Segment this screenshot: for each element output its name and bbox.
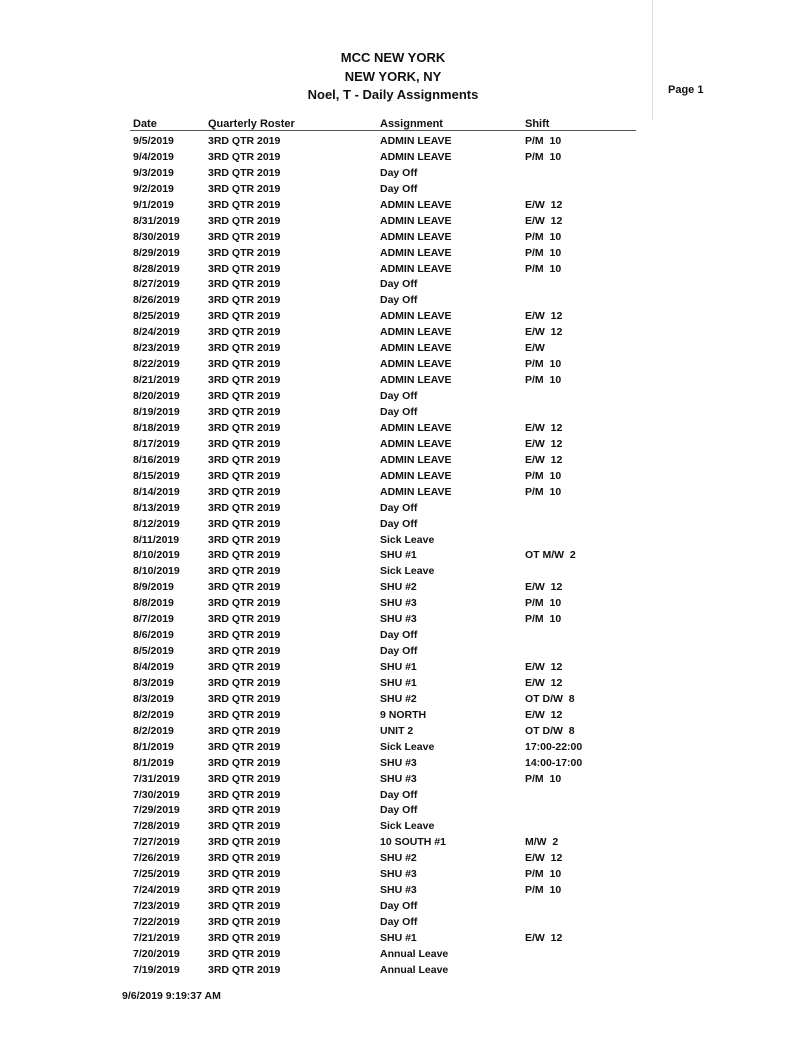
assignment-cell: ADMIN LEAVE bbox=[380, 135, 452, 147]
assignment-cell: 10 SOUTH #1 bbox=[380, 836, 446, 849]
assignment-cell: ADMIN LEAVE bbox=[380, 214, 452, 227]
table-row bbox=[0, 502, 700, 518]
date-cell: 8/16/2019 bbox=[133, 453, 180, 466]
roster-cell: 3RD QTR 2019 bbox=[208, 852, 281, 865]
shift-cell: 14:00-17:00 bbox=[525, 756, 583, 769]
date-cell: 8/28/2019 bbox=[133, 262, 180, 275]
date-cell: 8/7/2019 bbox=[133, 613, 174, 626]
date-cell: 8/25/2019 bbox=[133, 310, 180, 323]
table-row bbox=[0, 549, 700, 565]
date-cell: 8/26/2019 bbox=[133, 294, 180, 307]
shift-cell: P/M 10 bbox=[525, 358, 562, 371]
assignment-cell: Annual Leave bbox=[380, 947, 449, 960]
table-row bbox=[0, 836, 700, 852]
roster-cell: 3RD QTR 2019 bbox=[208, 963, 281, 976]
roster-cell: 3RD QTR 2019 bbox=[208, 278, 281, 291]
roster-cell: 3RD QTR 2019 bbox=[208, 469, 281, 482]
assignment-cell: Sick Leave bbox=[380, 820, 435, 833]
roster-cell: 3RD QTR 2019 bbox=[208, 868, 281, 881]
roster-cell: 3RD QTR 2019 bbox=[208, 804, 281, 817]
roster-cell: 3RD QTR 2019 bbox=[208, 517, 281, 530]
date-cell: 8/24/2019 bbox=[133, 326, 180, 339]
shift-cell: E/W 12 bbox=[525, 310, 563, 323]
page-number: Page 1 bbox=[668, 84, 704, 96]
assignment-cell: UNIT 2 bbox=[380, 724, 414, 737]
assignment-cell: ADMIN LEAVE bbox=[380, 150, 452, 163]
table-row bbox=[0, 422, 700, 438]
date-cell: 9/2/2019 bbox=[133, 182, 174, 195]
assignment-cell: ADMIN LEAVE bbox=[380, 198, 452, 211]
assignment-cell: Day Off bbox=[380, 166, 418, 179]
date-cell: 8/27/2019 bbox=[133, 278, 180, 291]
assignment-cell: SHU #3 bbox=[380, 756, 417, 769]
date-cell: 7/30/2019 bbox=[133, 788, 180, 801]
roster-cell: 3RD QTR 2019 bbox=[208, 900, 281, 913]
date-cell: 8/13/2019 bbox=[133, 501, 180, 514]
roster-cell: 3RD QTR 2019 bbox=[208, 692, 281, 705]
assignment-cell: Day Off bbox=[380, 788, 418, 801]
assignment-cell: ADMIN LEAVE bbox=[380, 485, 452, 498]
roster-cell: 3RD QTR 2019 bbox=[208, 533, 281, 546]
table-row bbox=[0, 454, 700, 470]
date-cell: 8/9/2019 bbox=[133, 581, 174, 594]
roster-cell: 3RD QTR 2019 bbox=[208, 198, 281, 211]
roster-cell: 3RD QTR 2019 bbox=[208, 135, 281, 147]
date-cell: 8/15/2019 bbox=[133, 469, 180, 482]
table-row bbox=[0, 741, 700, 757]
assignment-cell: Day Off bbox=[380, 501, 418, 514]
assignment-cell: SHU #2 bbox=[380, 692, 417, 705]
shift-cell: P/M 10 bbox=[525, 374, 562, 387]
assignment-cell: SHU #3 bbox=[380, 613, 417, 626]
table-row bbox=[0, 661, 700, 677]
table-row bbox=[0, 263, 700, 279]
roster-cell: 3RD QTR 2019 bbox=[208, 772, 281, 785]
shift-cell: P/M 10 bbox=[525, 485, 562, 498]
shift-cell: E/W 12 bbox=[525, 437, 563, 450]
roster-cell: 3RD QTR 2019 bbox=[208, 230, 281, 243]
shift-cell: P/M 10 bbox=[525, 262, 562, 275]
shift-cell: OT M/W 2 bbox=[525, 549, 576, 562]
assignment-cell: SHU #1 bbox=[380, 549, 417, 562]
shift-cell: 17:00-22:00 bbox=[525, 740, 583, 753]
table-row bbox=[0, 215, 700, 231]
table-row bbox=[0, 294, 700, 310]
roster-cell: 3RD QTR 2019 bbox=[208, 613, 281, 626]
date-cell: 8/19/2019 bbox=[133, 405, 180, 418]
table-row bbox=[0, 183, 700, 199]
roster-cell: 3RD QTR 2019 bbox=[208, 358, 281, 371]
assignment-cell: Day Off bbox=[380, 390, 418, 403]
shift-cell: P/M 10 bbox=[525, 469, 562, 482]
table-row bbox=[0, 852, 700, 868]
roster-cell: 3RD QTR 2019 bbox=[208, 947, 281, 960]
date-cell: 8/2/2019 bbox=[133, 724, 174, 737]
roster-cell: 3RD QTR 2019 bbox=[208, 342, 281, 355]
assignment-cell: SHU #1 bbox=[380, 661, 417, 674]
date-cell: 7/19/2019 bbox=[133, 963, 180, 976]
date-cell: 8/14/2019 bbox=[133, 485, 180, 498]
table-row bbox=[0, 677, 700, 693]
roster-cell: 3RD QTR 2019 bbox=[208, 884, 281, 897]
assignment-cell: Day Off bbox=[380, 517, 418, 530]
date-cell: 8/10/2019 bbox=[133, 565, 180, 578]
roster-cell: 3RD QTR 2019 bbox=[208, 740, 281, 753]
shift-cell: E/W 12 bbox=[525, 932, 563, 944]
table-row bbox=[0, 948, 700, 964]
table-row bbox=[0, 438, 700, 454]
table-row bbox=[0, 199, 700, 215]
table-row bbox=[0, 342, 700, 358]
roster-cell: 3RD QTR 2019 bbox=[208, 932, 281, 944]
date-cell: 7/24/2019 bbox=[133, 884, 180, 897]
assignment-cell: SHU #2 bbox=[380, 581, 417, 594]
table-row bbox=[0, 534, 700, 550]
assignment-cell: Sick Leave bbox=[380, 533, 435, 546]
date-cell: 8/1/2019 bbox=[133, 756, 174, 769]
table-row bbox=[0, 565, 700, 581]
date-cell: 8/31/2019 bbox=[133, 214, 180, 227]
shift-cell: P/M 10 bbox=[525, 884, 562, 897]
shift-cell: E/W 12 bbox=[525, 326, 563, 339]
table-row bbox=[0, 231, 700, 247]
table-row bbox=[0, 358, 700, 374]
date-cell: 8/4/2019 bbox=[133, 661, 174, 674]
roster-cell: 3RD QTR 2019 bbox=[208, 390, 281, 403]
assignment-cell: Sick Leave bbox=[380, 740, 435, 753]
column-header-roster: Quarterly Roster bbox=[208, 118, 295, 130]
date-cell: 8/29/2019 bbox=[133, 246, 180, 259]
assignment-cell: Sick Leave bbox=[380, 565, 435, 578]
assignment-cell: ADMIN LEAVE bbox=[380, 342, 452, 355]
roster-cell: 3RD QTR 2019 bbox=[208, 788, 281, 801]
table-row bbox=[0, 518, 700, 534]
roster-cell: 3RD QTR 2019 bbox=[208, 676, 281, 689]
roster-cell: 3RD QTR 2019 bbox=[208, 836, 281, 849]
column-header-date: Date bbox=[133, 118, 157, 130]
date-cell: 9/1/2019 bbox=[133, 198, 174, 211]
header-divider bbox=[130, 130, 636, 131]
table-row bbox=[0, 278, 700, 294]
date-cell: 8/1/2019 bbox=[133, 740, 174, 753]
table-row bbox=[0, 725, 700, 741]
date-cell: 9/5/2019 bbox=[133, 135, 174, 147]
assignment-cell: ADMIN LEAVE bbox=[380, 374, 452, 387]
date-cell: 8/30/2019 bbox=[133, 230, 180, 243]
shift-cell: P/M 10 bbox=[525, 150, 562, 163]
table-row bbox=[0, 900, 700, 916]
date-cell: 7/25/2019 bbox=[133, 868, 180, 881]
date-cell: 8/5/2019 bbox=[133, 645, 174, 658]
roster-cell: 3RD QTR 2019 bbox=[208, 374, 281, 387]
assignment-cell: SHU #3 bbox=[380, 868, 417, 881]
roster-cell: 3RD QTR 2019 bbox=[208, 485, 281, 498]
shift-cell: E/W 12 bbox=[525, 198, 563, 211]
roster-cell: 3RD QTR 2019 bbox=[208, 262, 281, 275]
shift-cell: E/W 12 bbox=[525, 708, 563, 721]
shift-cell: P/M 10 bbox=[525, 868, 562, 881]
report-facility: MCC NEW YORK bbox=[340, 50, 446, 65]
assignment-cell: Day Off bbox=[380, 645, 418, 658]
date-cell: 7/22/2019 bbox=[133, 916, 180, 929]
table-row bbox=[0, 486, 700, 502]
table-row bbox=[0, 789, 700, 805]
assignment-cell: 9 NORTH bbox=[380, 708, 427, 721]
table-row bbox=[0, 374, 700, 390]
shift-cell: OT D/W 8 bbox=[525, 692, 575, 705]
roster-cell: 3RD QTR 2019 bbox=[208, 437, 281, 450]
date-cell: 9/3/2019 bbox=[133, 166, 174, 179]
assignment-cell: SHU #2 bbox=[380, 852, 417, 865]
table-row bbox=[0, 773, 700, 789]
date-cell: 8/17/2019 bbox=[133, 437, 180, 450]
roster-cell: 3RD QTR 2019 bbox=[208, 708, 281, 721]
column-header-assignment: Assignment bbox=[380, 118, 443, 130]
report-location: NEW YORK, NY bbox=[344, 69, 442, 84]
shift-cell: P/M 10 bbox=[525, 597, 562, 610]
assignment-cell: ADMIN LEAVE bbox=[380, 469, 452, 482]
date-cell: 8/23/2019 bbox=[133, 342, 180, 355]
table-row bbox=[0, 884, 700, 900]
assignment-cell: Day Off bbox=[380, 294, 418, 307]
roster-cell: 3RD QTR 2019 bbox=[208, 166, 281, 179]
table-row bbox=[0, 693, 700, 709]
roster-cell: 3RD QTR 2019 bbox=[208, 549, 281, 562]
print-timestamp: 9/6/2019 9:19:37 AM bbox=[122, 990, 221, 1002]
roster-cell: 3RD QTR 2019 bbox=[208, 421, 281, 434]
shift-cell: E/W 12 bbox=[525, 421, 563, 434]
roster-cell: 3RD QTR 2019 bbox=[208, 182, 281, 195]
roster-cell: 3RD QTR 2019 bbox=[208, 629, 281, 642]
roster-cell: 3RD QTR 2019 bbox=[208, 214, 281, 227]
assignment-cell: Day Off bbox=[380, 182, 418, 195]
shift-cell: P/M 10 bbox=[525, 613, 562, 626]
roster-cell: 3RD QTR 2019 bbox=[208, 820, 281, 833]
shift-cell: P/M 10 bbox=[525, 230, 562, 243]
assignment-cell: SHU #3 bbox=[380, 772, 417, 785]
roster-cell: 3RD QTR 2019 bbox=[208, 246, 281, 259]
shift-cell: E/W bbox=[525, 342, 545, 355]
table-row bbox=[0, 167, 700, 183]
assignment-cell: Day Off bbox=[380, 804, 418, 817]
assignment-cell: Day Off bbox=[380, 629, 418, 642]
assignment-cell: Day Off bbox=[380, 278, 418, 291]
date-cell: 8/2/2019 bbox=[133, 708, 174, 721]
roster-cell: 3RD QTR 2019 bbox=[208, 661, 281, 674]
date-cell: 7/29/2019 bbox=[133, 804, 180, 817]
table-row bbox=[0, 932, 700, 948]
table-row bbox=[0, 804, 700, 820]
assignment-cell: SHU #1 bbox=[380, 932, 417, 944]
roster-cell: 3RD QTR 2019 bbox=[208, 310, 281, 323]
roster-cell: 3RD QTR 2019 bbox=[208, 756, 281, 769]
assignment-cell: Day Off bbox=[380, 405, 418, 418]
date-cell: 7/23/2019 bbox=[133, 900, 180, 913]
table-row bbox=[0, 916, 700, 932]
date-cell: 7/27/2019 bbox=[133, 836, 180, 849]
roster-cell: 3RD QTR 2019 bbox=[208, 405, 281, 418]
assignment-cell: ADMIN LEAVE bbox=[380, 421, 452, 434]
date-cell: 8/20/2019 bbox=[133, 390, 180, 403]
roster-cell: 3RD QTR 2019 bbox=[208, 453, 281, 466]
table-row bbox=[0, 581, 700, 597]
date-cell: 8/10/2019 bbox=[133, 549, 180, 562]
assignment-cell: ADMIN LEAVE bbox=[380, 310, 452, 323]
table-row bbox=[0, 820, 700, 836]
shift-cell: P/M 10 bbox=[525, 135, 562, 147]
table-row bbox=[0, 629, 700, 645]
assignment-cell: ADMIN LEAVE bbox=[380, 326, 452, 339]
date-cell: 7/21/2019 bbox=[133, 932, 180, 944]
column-header-shift: Shift bbox=[525, 118, 550, 130]
roster-cell: 3RD QTR 2019 bbox=[208, 581, 281, 594]
date-cell: 9/4/2019 bbox=[133, 150, 174, 163]
shift-cell: OT D/W 8 bbox=[525, 724, 575, 737]
assignment-cell: SHU #3 bbox=[380, 597, 417, 610]
assignment-cell: SHU #1 bbox=[380, 676, 417, 689]
table-row bbox=[0, 964, 700, 980]
shift-cell: E/W 12 bbox=[525, 661, 563, 674]
table-row bbox=[0, 613, 700, 629]
date-cell: 8/3/2019 bbox=[133, 692, 174, 705]
table-row bbox=[0, 645, 700, 661]
assignment-cell: ADMIN LEAVE bbox=[380, 437, 452, 450]
table-row bbox=[0, 390, 700, 406]
shift-cell: E/W 12 bbox=[525, 852, 563, 865]
roster-cell: 3RD QTR 2019 bbox=[208, 326, 281, 339]
roster-cell: 3RD QTR 2019 bbox=[208, 501, 281, 514]
shift-cell: E/W 12 bbox=[525, 214, 563, 227]
shift-cell: P/M 10 bbox=[525, 772, 562, 785]
date-cell: 7/20/2019 bbox=[133, 947, 180, 960]
shift-cell: M/W 2 bbox=[525, 836, 559, 849]
roster-cell: 3RD QTR 2019 bbox=[208, 597, 281, 610]
date-cell: 8/8/2019 bbox=[133, 597, 174, 610]
table-row bbox=[0, 470, 700, 486]
date-cell: 7/28/2019 bbox=[133, 820, 180, 833]
date-cell: 7/26/2019 bbox=[133, 852, 180, 865]
table-row bbox=[0, 310, 700, 326]
assignment-cell: Day Off bbox=[380, 900, 418, 913]
table-row bbox=[0, 247, 700, 263]
date-cell: 8/3/2019 bbox=[133, 676, 174, 689]
table-row bbox=[0, 326, 700, 342]
assignment-cell: SHU #3 bbox=[380, 884, 417, 897]
table-row bbox=[0, 709, 700, 725]
assignment-cell: Annual Leave bbox=[380, 963, 449, 976]
date-cell: 8/6/2019 bbox=[133, 629, 174, 642]
assignment-cell: ADMIN LEAVE bbox=[380, 246, 452, 259]
date-cell: 8/22/2019 bbox=[133, 358, 180, 371]
table-row bbox=[0, 757, 700, 773]
assignment-cell: ADMIN LEAVE bbox=[380, 262, 452, 275]
assignment-cell: ADMIN LEAVE bbox=[380, 358, 452, 371]
date-cell: 8/12/2019 bbox=[133, 517, 180, 530]
report-title: Noel, T - Daily Assignments bbox=[307, 87, 479, 102]
table-row bbox=[0, 135, 700, 151]
date-cell: 7/31/2019 bbox=[133, 772, 180, 785]
roster-cell: 3RD QTR 2019 bbox=[208, 645, 281, 658]
shift-cell: P/M 10 bbox=[525, 246, 562, 259]
roster-cell: 3RD QTR 2019 bbox=[208, 294, 281, 307]
roster-cell: 3RD QTR 2019 bbox=[208, 150, 281, 163]
roster-cell: 3RD QTR 2019 bbox=[208, 724, 281, 737]
assignment-cell: Day Off bbox=[380, 916, 418, 929]
date-cell: 8/21/2019 bbox=[133, 374, 180, 387]
date-cell: 8/18/2019 bbox=[133, 421, 180, 434]
table-row bbox=[0, 868, 700, 884]
table-row bbox=[0, 597, 700, 613]
table-row bbox=[0, 151, 700, 167]
assignment-cell: ADMIN LEAVE bbox=[380, 230, 452, 243]
assignment-cell: ADMIN LEAVE bbox=[380, 453, 452, 466]
table-row bbox=[0, 406, 700, 422]
shift-cell: E/W 12 bbox=[525, 676, 563, 689]
shift-cell: E/W 12 bbox=[525, 581, 563, 594]
shift-cell: E/W 12 bbox=[525, 453, 563, 466]
roster-cell: 3RD QTR 2019 bbox=[208, 916, 281, 929]
date-cell: 8/11/2019 bbox=[133, 533, 180, 546]
roster-cell: 3RD QTR 2019 bbox=[208, 565, 281, 578]
